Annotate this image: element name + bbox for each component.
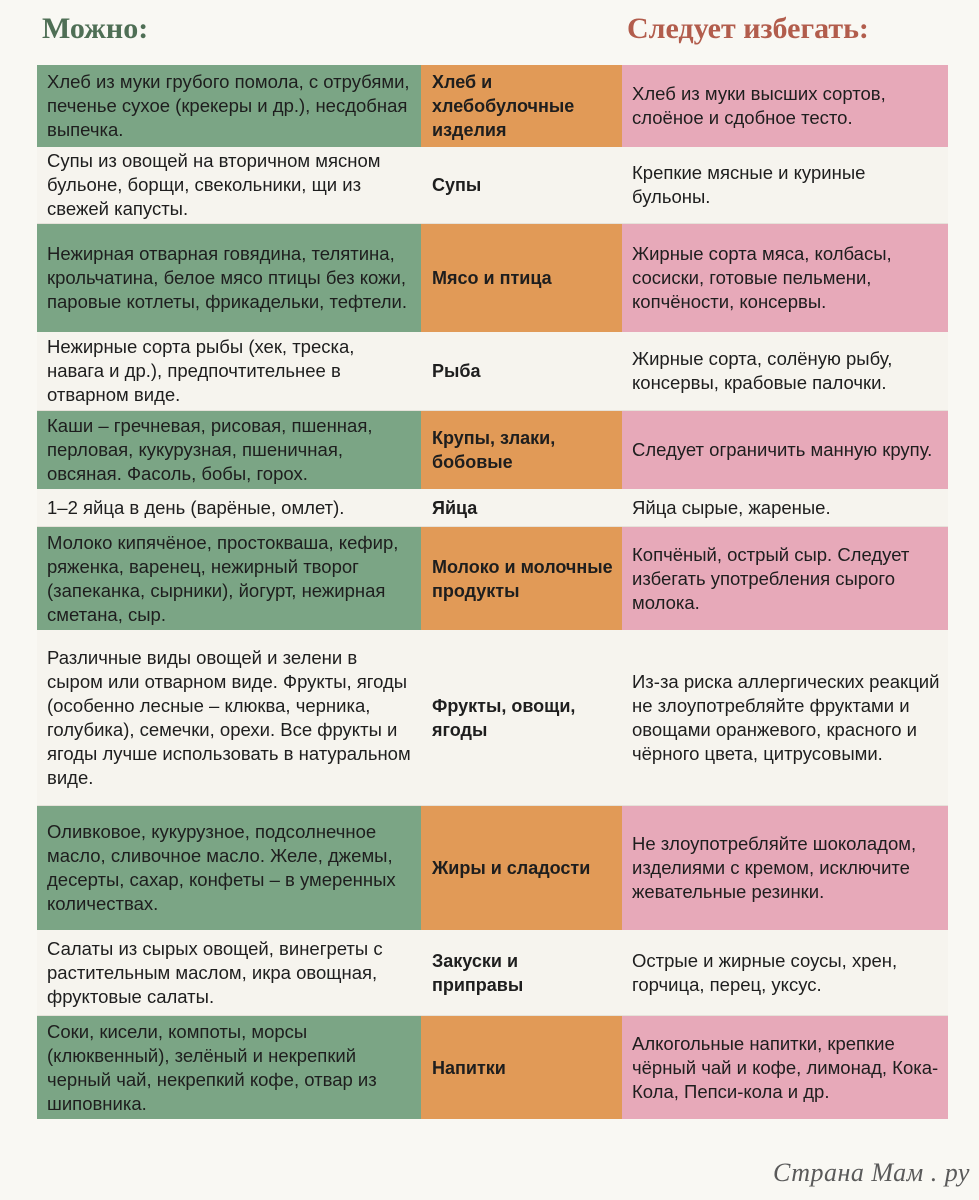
table-row-fruits	[37, 630, 948, 806]
avoid-cell	[622, 332, 948, 410]
site-watermark	[773, 1158, 973, 1198]
table-row-drinks	[37, 1016, 948, 1119]
allowed-text: Оливковое, кукурузное, подсолнечное масло, сливочное масло. Желе, джемы, десерты, сахар, конфеты – в умеренных количествах.	[47, 821, 396, 914]
table-row-bread	[37, 65, 948, 147]
avoid-cell	[622, 630, 948, 805]
allowed-cell	[37, 332, 421, 410]
avoid-text: Яйца сырые, жареные.	[632, 496, 831, 518]
allowed-cell	[37, 527, 421, 630]
diet-table	[37, 65, 948, 1119]
allowed-text: Нежирные сорта рыбы (хек, треска, навага и др.), предпочтительнее в отварном виде.	[47, 336, 355, 405]
category-cell	[421, 930, 622, 1015]
avoid-text: Хлеб из муки высших сортов, слоёное и сдобное тесто.	[632, 83, 886, 128]
allowed-text: Молоко кипячёное, простокваша, кефир, ряженка, варенец, нежирный творог (запеканка, сырники), йогурт, нежирная сметана, сыр.	[47, 531, 399, 625]
avoid-text: Жирные сорта, солёную рыбу, консервы, крабовые палочки.	[632, 348, 893, 393]
allowed-cell	[37, 806, 421, 930]
allowed-cell	[37, 224, 421, 332]
allowed-text: Соки, кисели, компоты, морсы (клюквенный), зелёный и некрепкий черный чай, некрепкий кофе, отвар из шиповника.	[47, 1020, 377, 1114]
table-row-dairy	[37, 527, 948, 630]
category-cell	[421, 527, 622, 630]
category-label: Супы	[432, 175, 482, 195]
category-label: Мясо и птица	[432, 268, 552, 288]
category-cell	[421, 1016, 622, 1119]
allowed-cell	[37, 630, 421, 805]
allowed-cell	[37, 147, 421, 223]
table-row-grains	[37, 411, 948, 489]
allowed-text: Супы из овощей на вторичном мясном бульоне, борщи, свекольники, щи из свежей капусты.	[47, 150, 381, 219]
category-label: Крупы, злаки, бобовые	[432, 428, 556, 472]
allowed-cell	[37, 65, 421, 147]
avoid-heading: Следует избегать:	[627, 12, 869, 45]
avoid-text: Не злоупотребляйте шоколадом, изделиями с кремом, исключите жевательные резинки.	[632, 833, 917, 902]
avoid-cell	[622, 147, 948, 223]
avoid-cell	[622, 224, 948, 332]
category-label: Напитки	[432, 1057, 506, 1078]
category-label: Жиры и сладости	[432, 858, 591, 878]
category-cell	[421, 65, 622, 147]
allowed-cell	[37, 930, 421, 1015]
table-row-snacks	[37, 930, 948, 1016]
allowed-cell	[37, 1016, 421, 1119]
allowed-text: Нежирная отварная говядина, телятина, крольчатина, белое мясо птицы без кожи, паровые котлеты, фрикадельки, тефтели.	[47, 243, 408, 312]
avoid-text: Из-за риска аллергических реакций не злоупотребляйте фруктами и овощами оранжевого, красного и чёрного цвета, цитрусовыми.	[632, 670, 940, 764]
category-label: Рыба	[432, 361, 481, 381]
allowed-text: Различные виды овощей и зелени в сыром или отварном виде. Фрукты, ягоды (особенно лесные – клюква, черника, голубика), семечки, орехи. Все фрукты и ягоды лучше использовать в натуральном виде.	[47, 646, 411, 788]
avoid-cell	[622, 489, 948, 526]
avoid-cell	[622, 930, 948, 1015]
allowed-cell	[37, 411, 421, 489]
avoid-text: Следует ограничить манную крупу.	[632, 439, 933, 460]
category-label: Молоко и молочные продукты	[432, 556, 613, 601]
category-cell	[421, 489, 622, 526]
allowed-text: Хлеб из муки грубого помола, с отрубями, печенье сухое (крекеры и др.), несдобная выпечка.	[47, 71, 410, 140]
category-cell	[421, 806, 622, 930]
category-label: Фрукты, овощи, ягоды	[432, 695, 576, 740]
watermark-text: Страна Мам . ру	[773, 1158, 970, 1187]
table-row-soups	[37, 147, 948, 224]
category-cell	[421, 147, 622, 223]
avoid-cell	[622, 1016, 948, 1119]
avoid-cell	[622, 411, 948, 489]
category-label: Хлеб и хлебобулочные изделия	[432, 72, 575, 140]
avoid-text: Жирные сорта мяса, колбасы, сосиски, готовые пельмени, копчёности, консервы.	[632, 243, 892, 312]
category-cell	[421, 411, 622, 489]
avoid-cell	[622, 806, 948, 930]
table-row-fats	[37, 806, 948, 930]
avoid-text: Алкогольные напитки, крепкие чёрный чай и кофе, лимонад, Кока-Кола, Пепси-кола и др.	[632, 1032, 939, 1102]
table-row-meat	[37, 224, 948, 332]
allowed-text: 1–2 яйца в день (варёные, омлет).	[47, 496, 345, 518]
category-label: Яйца	[432, 497, 478, 518]
allowed-heading: Можно:	[42, 12, 149, 45]
category-cell	[421, 332, 622, 410]
allowed-text: Салаты из сырых овощей, винегреты с растительным маслом, икра овощная, фруктовые салаты.	[47, 937, 383, 1007]
table-row-fish	[37, 332, 948, 411]
allowed-text: Каши – гречневая, рисовая, пшенная, перловая, кукурузная, пшеничная, овсяная. Фасоль, бобы, горох.	[47, 415, 373, 484]
allowed-cell	[37, 489, 421, 526]
avoid-cell	[622, 527, 948, 630]
avoid-text: Крепкие мясные и куриные бульоны.	[632, 162, 866, 207]
avoid-cell	[622, 65, 948, 147]
avoid-text: Острые и жирные соусы, хрен, горчица, перец, уксус.	[632, 949, 898, 995]
category-cell	[421, 630, 622, 805]
table-row-eggs	[37, 489, 948, 527]
avoid-text: Копчёный, острый сыр. Следует избегать употребления сырого молока.	[632, 543, 910, 613]
category-label: Закуски и приправы	[432, 950, 524, 995]
category-cell	[421, 224, 622, 332]
